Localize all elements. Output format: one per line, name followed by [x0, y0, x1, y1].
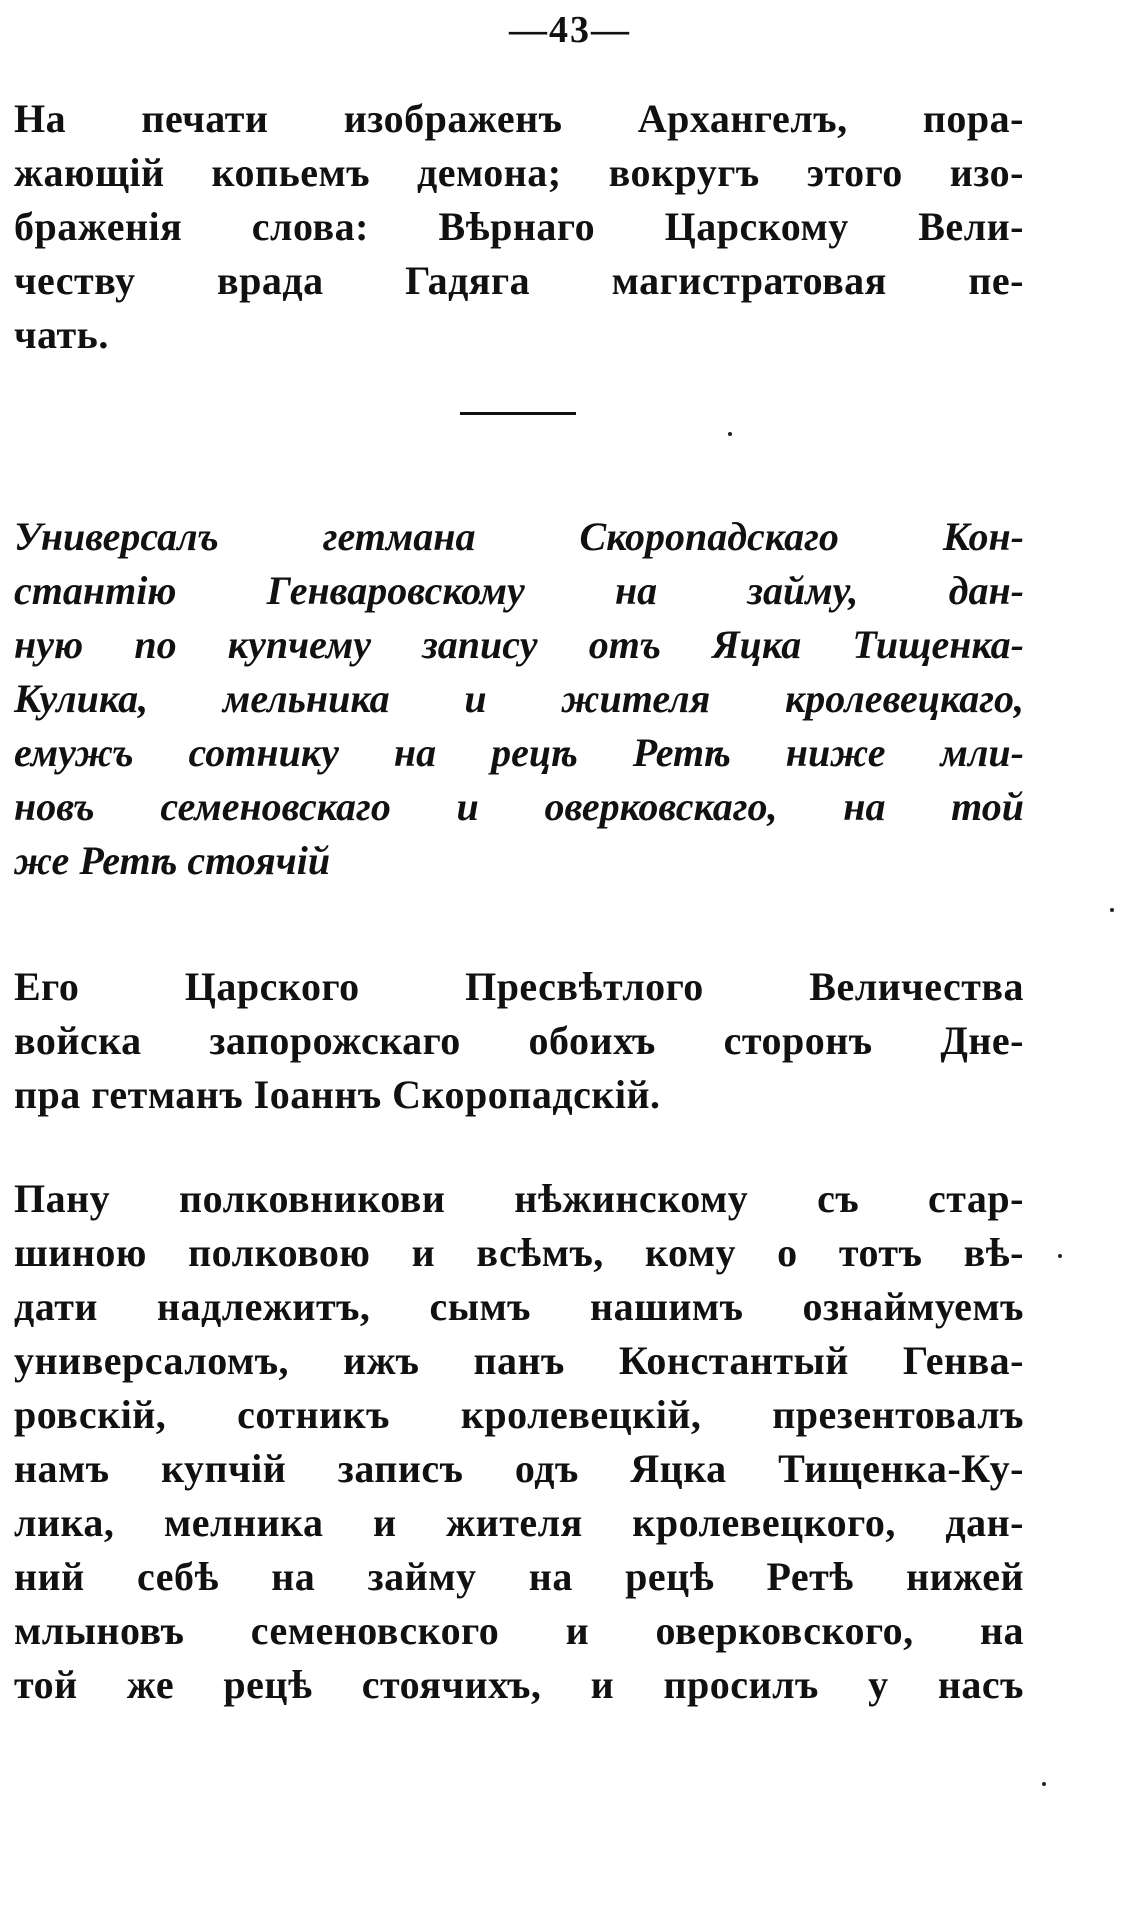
document-heading	[14, 510, 1024, 888]
seal-description-paragraph	[14, 92, 1024, 362]
heading-line: новъ семеновскаго и оверковскаго, на той	[14, 784, 1024, 829]
text-line: лика, мелника и жителя кролевецкого, дан-	[14, 1500, 1024, 1545]
heading-line: емужъ сотнику на рецѣ Ретѣ ниже мли-	[14, 730, 1024, 775]
text-line: Пану полковникови нѣжинскому съ стар-	[14, 1176, 1024, 1221]
text-line: шиною полковою и всѣмъ, кому о тотъ вѣ-	[14, 1230, 1024, 1275]
text-line: ровскій, сотникъ кролевецкій, презентовалъ	[14, 1392, 1024, 1437]
text-line: чать.	[14, 312, 109, 357]
text-line: жающій копьемъ демона; вокругъ этого изо-	[14, 150, 1024, 195]
text-line: намъ купчій записъ одъ Яцка Тищенка-Ку-	[14, 1446, 1024, 1491]
text-line: ний себѣ на займу на рецѣ Ретѣ нижей	[14, 1554, 1024, 1599]
text-line: универсаломъ, ижъ панъ Константый Генва-	[14, 1338, 1024, 1383]
text-line: На печати изображенъ Архангелъ, пора-	[14, 96, 1024, 141]
text-line: дати надлежитъ, сымъ нашимъ ознаймуемъ	[14, 1284, 1024, 1329]
section-divider	[460, 412, 576, 415]
hetman-title-paragraph	[14, 960, 1024, 1122]
print-speck	[1058, 1254, 1062, 1258]
text-line: браженія слова: Вѣрнаго Царскому Вели-	[14, 204, 1024, 249]
print-speck	[1042, 1782, 1046, 1786]
heading-line: Универсалъ гетмана Скоропадскаго Кон-	[14, 514, 1024, 559]
print-speck	[1110, 908, 1114, 912]
page-number: —43—	[509, 9, 631, 51]
heading-line: же Ретѣ стоячій	[14, 838, 331, 883]
heading-line: стантію Генваровскому на займу, дан-	[14, 568, 1024, 613]
text-line: Его Царского Пресвѣтлого Величества	[14, 964, 1024, 1009]
text-line: войска запорожскаго обоихъ сторонъ Дне-	[14, 1018, 1024, 1063]
text-line: пра гетманъ Іоаннъ Скоропадскій.	[14, 1072, 661, 1117]
heading-line: Кулика, мельника и жителя кролевецкаго,	[14, 676, 1024, 721]
text-line: честву врада Гадяга магистратовая пе-	[14, 258, 1024, 303]
text-line: млыновъ семеновского и оверковского, на	[14, 1608, 1024, 1653]
print-speck	[728, 432, 732, 436]
letter-body-paragraph	[14, 1172, 1024, 1712]
heading-line: ную по купчему запису отъ Яцка Тищенка-	[14, 622, 1024, 667]
text-line: той же рецѣ стоячихъ, и просилъ у насъ	[14, 1662, 1024, 1707]
